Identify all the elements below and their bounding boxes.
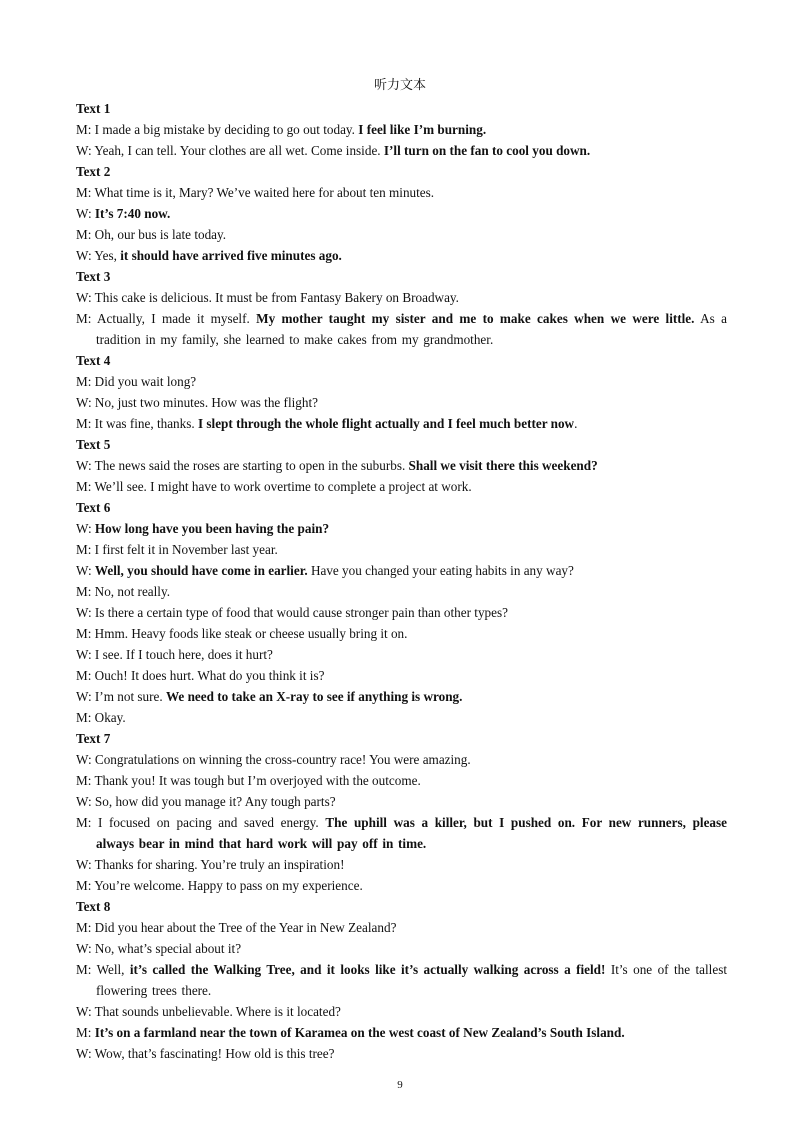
line-text: W: No, just two minutes. How was the flight? xyxy=(76,395,318,410)
dialogue-line xyxy=(76,539,727,560)
emphasized-text: Shall we visit there this weekend? xyxy=(408,458,598,473)
line-text: W: Is there a certain type of food that would cause stronger pain than other types? xyxy=(76,605,508,620)
emphasized-text: How long have you been having the pain? xyxy=(94,521,330,536)
section-heading: Text 2 xyxy=(76,164,111,179)
emphasized-text: I slept through the whole flight actually and I feel much better now xyxy=(197,416,575,431)
dialogue-line xyxy=(76,749,727,770)
dialogue-line xyxy=(76,707,727,728)
line-text: W: Yes, xyxy=(76,248,121,263)
line-text: It’s one of the tallest flowering trees there. xyxy=(96,962,728,998)
dialogue-line xyxy=(76,455,727,476)
emphasized-text: I feel like I’m burning. xyxy=(358,122,487,137)
transcript-body xyxy=(76,98,727,1064)
line-text: W: I see. If I touch here, does it hurt? xyxy=(76,647,273,662)
line-text: W: Thanks for sharing. You’re truly an inspiration! xyxy=(76,857,345,872)
dialogue-line xyxy=(76,602,727,623)
line-text: W: xyxy=(76,206,95,221)
line-text: M: I first felt it in November last year. xyxy=(76,542,278,557)
dialogue-line xyxy=(76,854,727,875)
line-text: M: You’re welcome. Happy to pass on my experience. xyxy=(76,878,363,893)
text-section xyxy=(76,98,727,161)
line-text: W: xyxy=(76,521,95,536)
emphasized-text: it should have arrived five minutes ago. xyxy=(120,248,342,263)
dialogue-line xyxy=(76,182,727,203)
line-text: M: Oh, our bus is late today. xyxy=(76,227,227,242)
dialogue-line xyxy=(76,917,727,938)
emphasized-text: Well, you should have come in earlier. xyxy=(94,563,308,578)
line-text: M: It was fine, thanks. xyxy=(76,416,198,431)
dialogue-line xyxy=(76,791,727,812)
line-text: M: Thank you! It was tough but I’m overjoyed with the outcome. xyxy=(76,773,421,788)
line-text: W: Congratulations on winning the cross-country race! You were amazing. xyxy=(76,752,471,767)
line-text: W: xyxy=(76,563,95,578)
dialogue-line xyxy=(76,875,727,896)
page-title: 听力文本 xyxy=(373,78,426,93)
dialogue-line xyxy=(76,392,727,413)
line-text: M: No, not really. xyxy=(76,584,171,599)
dialogue-line xyxy=(76,770,727,791)
line-text: M: I made a big mistake by deciding to go out today. xyxy=(76,122,359,137)
emphasized-text: It’s on a farmland near the town of Karamea on the west coast of New Zealand’s South Island. xyxy=(94,1025,625,1040)
line-text: M: Hmm. Heavy foods like steak or cheese usually bring it on. xyxy=(76,626,408,641)
dialogue-line xyxy=(76,686,727,707)
line-text: M: Ouch! It does hurt. What do you think it is? xyxy=(76,668,325,683)
dialogue-line xyxy=(76,287,727,308)
text-section xyxy=(76,161,727,266)
section-heading: Text 8 xyxy=(76,899,111,914)
line-text: M: Actually, I made it myself. xyxy=(76,311,257,326)
text-section xyxy=(76,350,727,434)
dialogue-line xyxy=(76,413,727,434)
dialogue-line xyxy=(76,518,727,539)
line-text: M: Did you wait long? xyxy=(76,374,197,389)
dialogue-line xyxy=(76,119,727,140)
emphasized-text: My mother taught my sister and me to make cakes when we were little. xyxy=(256,311,695,326)
dialogue-line xyxy=(76,308,727,350)
dialogue-line xyxy=(76,476,727,497)
page-number: 9 xyxy=(397,1079,403,1091)
emphasized-text: It’s 7:40 now. xyxy=(94,206,171,221)
line-text: W: This cake is delicious. It must be from Fantasy Bakery on Broadway. xyxy=(76,290,459,305)
section-heading: Text 6 xyxy=(76,500,111,515)
text-section xyxy=(76,434,727,497)
line-text: W: That sounds unbelievable. Where is it located? xyxy=(76,1004,341,1019)
line-text: W: Wow, that’s fascinating! How old is this tree? xyxy=(76,1046,335,1061)
dialogue-line xyxy=(76,665,727,686)
dialogue-line xyxy=(76,140,727,161)
dialogue-line xyxy=(76,560,727,581)
line-text: As a tradition in my family, she learned to make cakes from my grandmother. xyxy=(96,311,727,347)
dialogue-line xyxy=(76,1043,727,1064)
line-text: M: I focused on pacing and saved energy. xyxy=(76,815,326,830)
emphasized-text: We need to take an X-ray to see if anything is wrong. xyxy=(165,689,463,704)
line-text: W: The news said the roses are starting to open in the suburbs. xyxy=(76,458,409,473)
emphasized-text: The uphill was a killer, but I pushed on. For new runners, please always bear in mind that hard work will pay off in time. xyxy=(96,815,728,851)
dialogue-line xyxy=(76,938,727,959)
dialogue-line xyxy=(76,371,727,392)
text-section xyxy=(76,896,727,1064)
section-heading: Text 3 xyxy=(76,269,111,284)
line-text: M: Okay. xyxy=(76,710,126,725)
line-text: W: No, what’s special about it? xyxy=(76,941,242,956)
dialogue-line xyxy=(76,224,727,245)
dialogue-line xyxy=(76,623,727,644)
dialogue-line xyxy=(76,644,727,665)
dialogue-line xyxy=(76,245,727,266)
line-text: W: Yeah, I can tell. Your clothes are all wet. Come inside. xyxy=(76,143,384,158)
line-text: W: So, how did you manage it? Any tough parts? xyxy=(76,794,336,809)
emphasized-text: I’ll turn on the fan to cool you down. xyxy=(383,143,591,158)
line-text: W: I’m not sure. xyxy=(76,689,166,704)
text-section xyxy=(76,728,727,896)
dialogue-line xyxy=(76,812,727,854)
line-text: M: What time is it, Mary? We’ve waited here for about ten minutes. xyxy=(76,185,435,200)
line-text: M: xyxy=(76,1025,95,1040)
dialogue-line xyxy=(76,1001,727,1022)
text-section xyxy=(76,497,727,728)
line-text: Have you changed your eating habits in any way? xyxy=(307,563,574,578)
line-text: M: Well, xyxy=(76,962,130,977)
dialogue-line xyxy=(76,203,727,224)
line-text: . xyxy=(574,416,578,431)
section-heading: Text 1 xyxy=(76,101,111,116)
line-text: M: We’ll see. I might have to work overtime to complete a project at work. xyxy=(76,479,472,494)
line-text: M: Did you hear about the Tree of the Year in New Zealand? xyxy=(76,920,397,935)
text-section xyxy=(76,266,727,350)
dialogue-line xyxy=(76,581,727,602)
section-heading: Text 5 xyxy=(76,437,111,452)
emphasized-text: it’s called the Walking Tree, and it looks like it’s actually walking across a field! xyxy=(129,962,606,977)
dialogue-line xyxy=(76,1022,727,1043)
section-heading: Text 4 xyxy=(76,353,111,368)
section-heading: Text 7 xyxy=(76,731,111,746)
dialogue-line xyxy=(76,959,727,1001)
